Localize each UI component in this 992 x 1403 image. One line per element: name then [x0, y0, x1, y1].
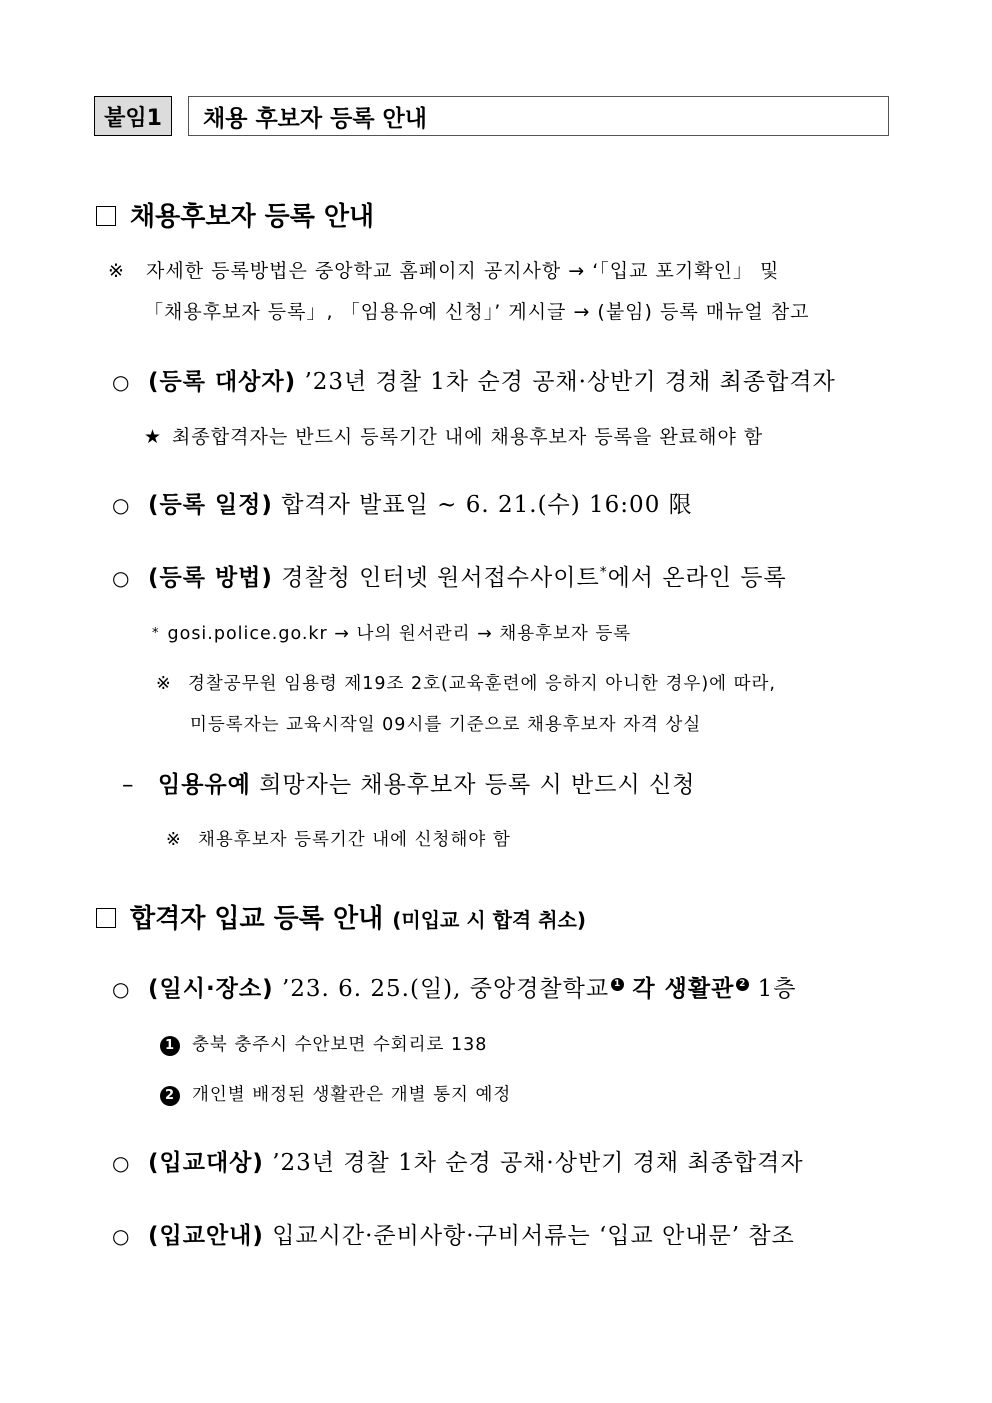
circle-bullet-icon: ○	[112, 1151, 131, 1175]
bullet-enroll-target	[112, 1144, 804, 1177]
bullet-register-method	[112, 559, 787, 592]
note-mark: ※	[166, 830, 182, 850]
address-item	[160, 1031, 487, 1056]
law-note-line1	[156, 670, 776, 695]
bullet-text: 입교시간·준비사항·구비서류는 ‘입교 안내문’ 참조	[272, 1223, 795, 1249]
section2-subtitle: (미입교 시 합격 취소)	[392, 908, 586, 932]
note-text: 자세한 등록방법은 중앙학교 홈페이지 공지사항 → ‘「입교 포기확인」 및	[146, 260, 780, 282]
defer-label: 임용유예	[158, 772, 251, 798]
bullet-text: ’23. 6. 25.(일), 중앙경찰학교	[281, 976, 610, 1002]
bullet-text: ’23년 경찰 1차 순경 공채·상반기 경채 최종합격자	[272, 1150, 804, 1176]
dash-bullet-icon: –	[122, 772, 135, 798]
site-footnote-text: gosi.police.go.kr → 나의 원서관리 → 채용후보자 등록	[167, 624, 632, 644]
document-title: 채용 후보자 등록 안내	[188, 96, 889, 136]
circle-bullet-icon: ○	[112, 1224, 131, 1248]
bullet-label: (등록 일정)	[148, 492, 273, 518]
bullet-text: 합격자 발표일 ~ 6. 21.(수) 16:00 限	[281, 492, 693, 518]
defer-item	[122, 766, 695, 799]
bullet-time-place	[112, 970, 796, 1003]
bullet-label: (등록 대상자)	[148, 369, 297, 395]
bullet-text-tail: 1층	[757, 976, 797, 1002]
star-note-text: 최종합격자는 반드시 등록기간 내에 채용후보자 등록을 완료해야 함	[172, 426, 764, 448]
footnote-marker: *	[599, 564, 608, 581]
law-note-line2: 미등록자는 교육시작일 09시를 기준으로 채용후보자 자격 상실	[190, 715, 702, 735]
defer-note	[166, 826, 511, 851]
bullet-label: (등록 방법)	[148, 565, 273, 591]
bullet-enroll-guide	[112, 1217, 795, 1250]
law-note-text: 경찰공무원 임용령 제19조 2호(교육훈련에 응하지 아니한 경우)에 따라,	[188, 674, 776, 694]
section2-heading	[96, 898, 586, 935]
bullet-text-tail: 에서 온라인 등록	[607, 565, 787, 591]
note-mark: ※	[156, 674, 172, 694]
bullet-text-bold: 각 생활관	[632, 976, 735, 1002]
section1-note-line2: 「채용후보자 등록」, 「임용유예 신청」’ 게시글 → (붙임) 등록 매뉴얼 참고	[144, 301, 810, 323]
star-icon: ★	[144, 426, 163, 448]
section1-note-line1	[108, 256, 779, 283]
number-1-icon: 1	[160, 1036, 180, 1056]
defer-note-text: 채용후보자 등록기간 내에 신청해야 함	[198, 830, 511, 850]
bullet-register-target	[112, 363, 836, 396]
circle-bullet-icon: ○	[112, 493, 131, 517]
number-2-icon: 2	[160, 1086, 180, 1106]
address-text: 충북 충주시 수안보면 수회리로 138	[192, 1035, 488, 1055]
dorm-item	[160, 1081, 511, 1106]
section1-heading	[96, 196, 374, 233]
checkbox-square-icon	[96, 206, 116, 226]
number-1-icon: 1	[611, 978, 624, 991]
defer-text: 희망자는 채용후보자 등록 시 반드시 신청	[259, 772, 696, 798]
section2-title: 합격자 입교 등록 안내	[130, 904, 384, 934]
site-footnote	[152, 620, 631, 645]
section1-title: 채용후보자 등록 안내	[130, 202, 375, 232]
bullet-register-schedule	[112, 486, 693, 519]
asterisk-mark: *	[152, 626, 160, 641]
bullet-text: 경찰청 인터넷 원서접수사이트	[281, 565, 600, 591]
bullet-text: ’23년 경찰 1차 순경 공채·상반기 경채 최종합격자	[304, 369, 836, 395]
star-note	[144, 422, 763, 449]
number-2-icon: 2	[736, 978, 749, 991]
checkbox-square-icon	[96, 908, 116, 928]
circle-bullet-icon: ○	[112, 566, 131, 590]
bullet-label: (입교대상)	[148, 1150, 264, 1176]
circle-bullet-icon: ○	[112, 977, 131, 1001]
attachment-tag: 붙임1	[94, 96, 172, 136]
note-mark: ※	[108, 260, 125, 282]
bullet-label: (일시·장소)	[148, 976, 274, 1002]
dorm-text: 개인별 배정된 생활관은 개별 통지 예정	[192, 1085, 512, 1105]
bullet-label: (입교안내)	[148, 1223, 264, 1249]
circle-bullet-icon: ○	[112, 370, 131, 394]
